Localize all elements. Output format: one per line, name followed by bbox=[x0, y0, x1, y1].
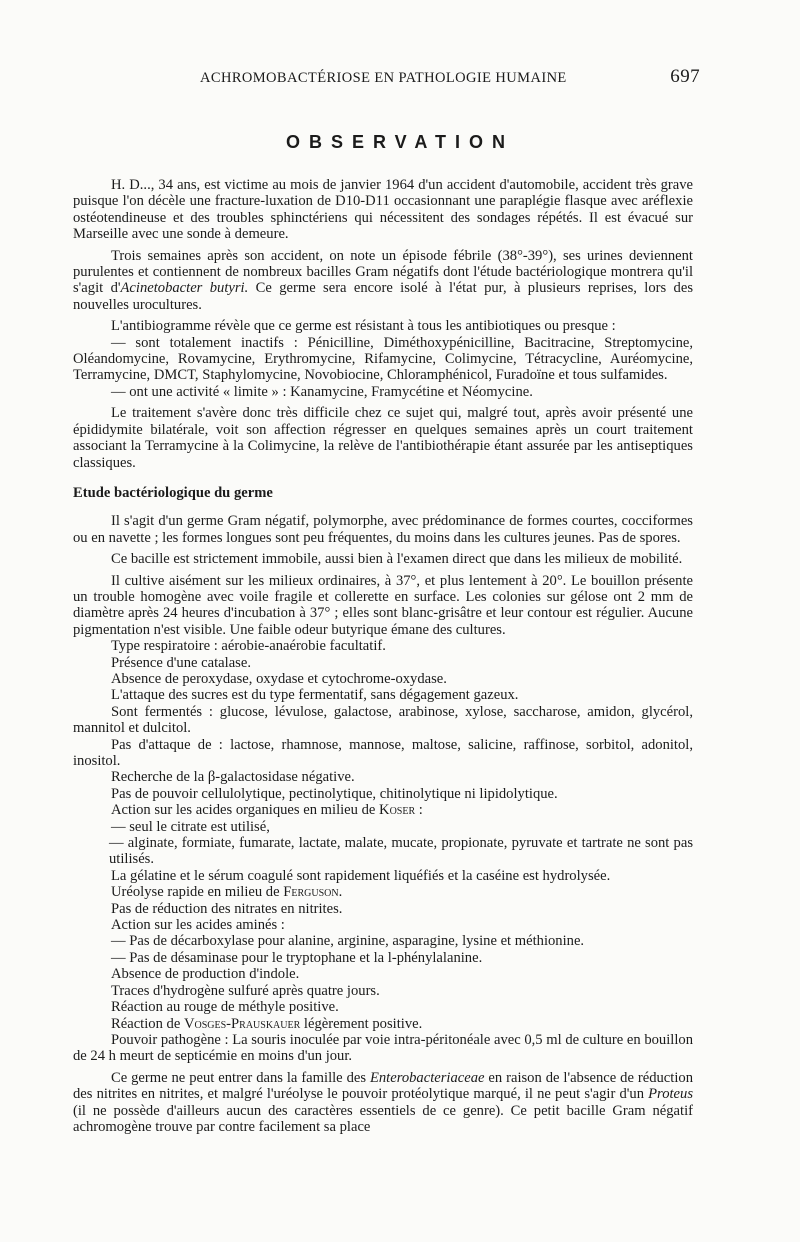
result-line: Absence de peroxydase, oxydase et cytochrome-oxydase. bbox=[111, 670, 447, 687]
result-line: Recherche de la β-galactosidase négative. bbox=[111, 769, 355, 786]
result-line: Type respiratoire : aérobie-anaérobie facultatif. bbox=[111, 638, 386, 655]
article-body bbox=[73, 177, 693, 1135]
result-line: Uréolyse rapide en milieu de Ferguson. bbox=[111, 884, 343, 901]
case-paragraph-1: H. D..., 34 ans, est victime au mois de janvier 1964 d'un accident d'automobile, accident très grave puisque l'on décèle une fracture-luxation de D10-D11 occasionnant une paraplégie flasque avec aréflexie ostéotendineuse et des troubles sphinctériens qui nécessitent des sondages répétés. Il est évacué sur Marseille avec une sonde à demeure. bbox=[73, 177, 693, 243]
result-line: Réaction au rouge de méthyle positive. bbox=[111, 999, 339, 1016]
observation-title: OBSERVATION bbox=[285, 132, 514, 152]
motility-paragraph: Ce bacille est strictement immobile, aussi bien à l'examen direct que dans les milieux de mobilité. bbox=[111, 551, 683, 568]
result-line: Pas de réduction des nitrates en nitrites. bbox=[111, 900, 343, 917]
result-line: Réaction de Vosges-Prauskauer légèrement positive. bbox=[111, 1015, 423, 1032]
author-name: Ferguson bbox=[283, 884, 339, 901]
culture-paragraph: Il cultive aisément sur les milieux ordinaires, à 37°, et plus lentement à 20°. Le bouillon présente un trouble homogène avec voile fragile et collerette en surface. Les colonies sur gélose ont 2 mm de diamètre après 24 heures d'incubation à 37° ; elles sont blanc-grisâtre et leur contour est régulier. Aucune pigmentation n'est visible. Une faible odeur butyrique émane des cultures. bbox=[73, 572, 693, 638]
antibiogram-limited: — ont une activité « limite » : Kanamycine, Framycétine et Néomycine. bbox=[111, 383, 533, 400]
result-line: — alginate, formiate, fumarate, lactate, malate, mucate, propionate, pyruvate et tartrate ne sont pas utilisés. bbox=[109, 835, 693, 868]
antibiogram-intro: L'antibiogramme révèle que ce germe est résistant à tous les antibiotiques ou presque : bbox=[111, 318, 616, 335]
running-head bbox=[200, 66, 700, 87]
result-line: — Pas de désaminase pour le tryptophane et la l-phénylalanine. bbox=[111, 949, 483, 966]
result-line: Action sur les acides aminés : bbox=[111, 917, 285, 934]
family-name: Enterobacteriaceae bbox=[369, 1069, 485, 1086]
case-paragraph-2: Trois semaines après son accident, on note un épisode fébrile (38°-39°), ses urines deviennent purulentes et contiennent de nombreux bacilles Gram négatifs dont l'étude bactériologique montrera qu'il s'agit d'Acinetobacter butyri. Ce germe sera encore isolé à l'état pur, à plusieurs reprises, lors des nouvelles urocultures. bbox=[73, 247, 694, 313]
conclusion-paragraph: Ce germe ne peut entrer dans la famille des Enterobacteriaceae en raison de l'absence de réduction des nitrites en nitrites, et malgré l'uréolyse le pouvoir protéolytique marqué, il ne peut s'agir d'un Proteus (il ne possède d'ailleurs aucun des caractères essentiels de ce genre). Ce petit bacille Gram négatif achromogène trouve par contre facilement sa place bbox=[73, 1069, 693, 1135]
result-line: L'attaque des sucres est du type fermentatif, sans dégagement gazeux. bbox=[111, 687, 519, 704]
section-heading: Etude bactériologique du germe bbox=[73, 484, 273, 501]
result-line: Traces d'hydrogène sulfuré après quatre jours. bbox=[111, 982, 380, 999]
result-line: Sont fermentés : glucose, lévulose, galactose, arabinose, xylose, saccharose, amidon, glycérol, mannitol et dulcitol. bbox=[73, 703, 693, 737]
treatment-paragraph: Le traitement s'avère donc très difficile chez ce sujet qui, malgré tout, après avoir présenté une épididymite bilatérale, voit son affection régresser en quelques semaines après un court traitement associant la Terramycine à la Colimycine, la relève de l'antibiothérapie étant assurée par les antiseptiques classiques. bbox=[73, 405, 693, 471]
author-name: Koser bbox=[379, 802, 416, 819]
running-title: ACHROMOBACTÉRIOSE EN PATHOLOGIE HUMAINE bbox=[200, 70, 567, 86]
result-line: — seul le citrate est utilisé, bbox=[111, 818, 270, 835]
author-name: Vosges-Prauskauer bbox=[183, 1015, 301, 1032]
result-line: Pouvoir pathogène : La souris inoculée par voie intra-péritonéale avec 0,5 ml de culture en bouillon de 24 h meurt de septicémie en moins d'un jour. bbox=[73, 1031, 693, 1065]
result-line: Pas d'attaque de : lactose, rhamnose, mannose, maltose, salicine, raffinose, sorbitol, adonitol, inositol. bbox=[73, 736, 693, 769]
result-line: — Pas de décarboxylase pour alanine, arginine, asparagine, lysine et méthionine. bbox=[111, 933, 585, 950]
result-line: La gélatine et le sérum coagulé sont rapidement liquéfiés et la caséine est hydrolysée. bbox=[111, 867, 611, 884]
antibiogram-inactive: — sont totalement inactifs : Pénicilline, Diméthoxypénicilline, Bacitracine, Streptomycine, Oléandomycine, Rovamycine, Erythromycine, Rifamycine, Colimycine, Tétracycline, Auréomycine, Terramycine, DMCT, Staphylomycine, Novobiocine, Chloramphénicol, Furadoïne et tous sulfamides. bbox=[73, 334, 693, 384]
result-line: Action sur les acides organiques en milieu de Koser : bbox=[111, 802, 423, 819]
result-line: Absence de production d'indole. bbox=[111, 966, 300, 983]
result-line: Présence d'une catalase. bbox=[111, 654, 251, 671]
result-line: Pas de pouvoir cellulolytique, pectinolytique, chitinolytique ni lipidolytique. bbox=[111, 785, 558, 802]
morphology-paragraph: Il s'agit d'un germe Gram négatif, polymorphe, avec prédominance de formes courtes, cocciformes ou en navette ; les formes longues sont peu fréquentes, du moins dans les cultures jeunes. Pas de spores. bbox=[73, 513, 693, 546]
page-number: 697 bbox=[670, 66, 700, 87]
genus-name: Proteus bbox=[648, 1086, 693, 1103]
species-name: Acinetobacter butyri. bbox=[120, 280, 249, 297]
